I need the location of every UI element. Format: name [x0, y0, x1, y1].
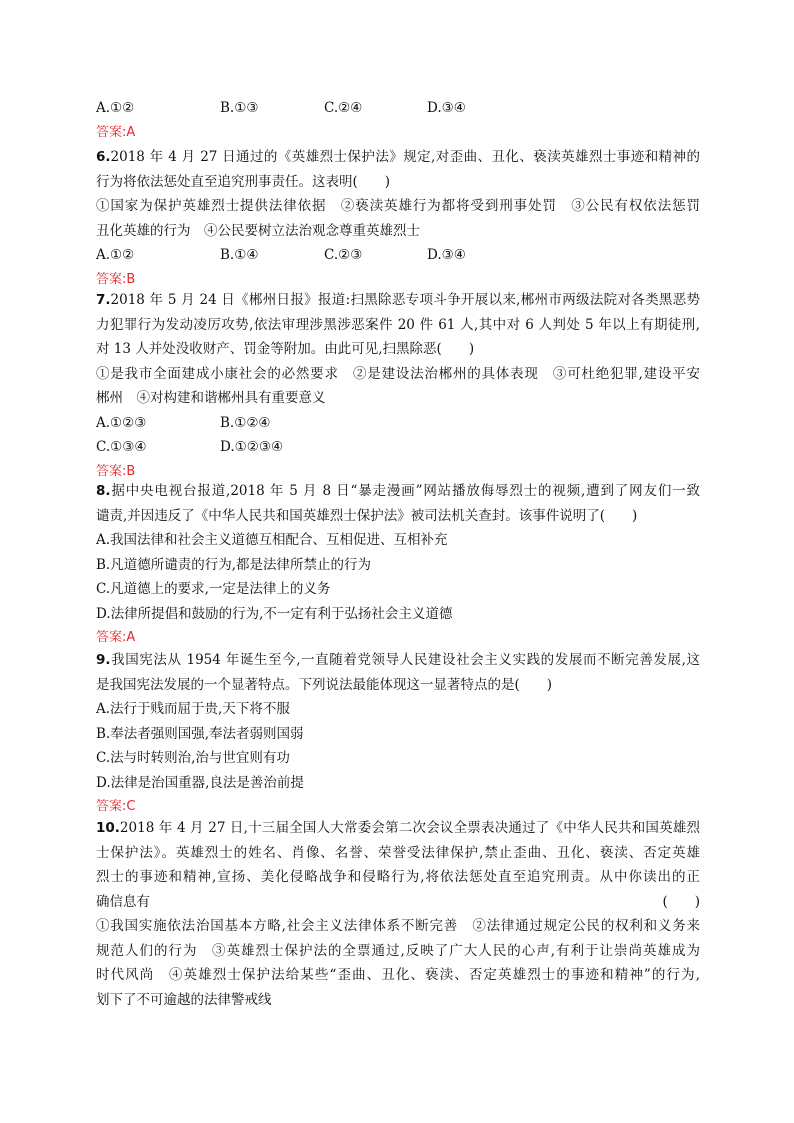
- question-stem-line: 谴责,并因违反了《中华人民共和国英雄烈士保护法》被司法机关查封。该事件说明了( ): [96, 507, 638, 524]
- question-stem-line: 是我国宪法发展的一个显著特点。下列说法最能体现这一显著特点的是( ): [96, 676, 553, 693]
- option-b: B.奉法者强则国强,奉法者弱则国弱: [96, 725, 304, 742]
- option-a: A.①②: [96, 100, 135, 116]
- stem-text: 2018 年 5 月 24 日《郴州日报》报道:扫黑除恶专项斗争开展以来,郴州市两级法院对各类黑恶势: [110, 292, 700, 308]
- question-10: [96, 816, 700, 1012]
- option-d: D.③④: [427, 100, 466, 116]
- question-9: [96, 648, 700, 820]
- statement-line: ①我国实施依法治国基本方略,社会主义法律体系不断完善 ②法律通过规定公民的权利和义务来: [96, 918, 700, 934]
- options-row: [96, 243, 700, 268]
- question-stem-line: 士保护法》。英雄烈士的姓名、肖像、名誉、荣誉受法律保护,禁止歪曲、丑化、亵渎、否定英雄: [96, 844, 700, 861]
- answer-text: 答案:B: [96, 463, 136, 479]
- answer-text: 答案:A: [96, 630, 136, 645]
- options-row: [96, 96, 700, 121]
- question-stem-line: [96, 890, 700, 915]
- stem-text: 2018 年 4 月 27 日通过的《英雄烈士保护法》规定,对歪曲、丑化、亵渎英雄烈士事迹和精神的: [110, 149, 700, 165]
- option-c: C.法与时转则治,治与世宜则有功: [96, 750, 290, 766]
- question-7: [96, 288, 700, 484]
- option-a: A.①②③: [96, 414, 147, 431]
- option-a: A.法行于贱而屈于贵,天下将不服: [96, 701, 290, 717]
- stem-text: 据中央电视台报道,2018 年 5 月 8 日“暴走漫画”网站播放侮辱烈士的视频,遭到了网友们一致: [110, 483, 700, 499]
- stem-text: 我国宪法从 1954 年诞生至今,一直随着党领导人民建设社会主义实践的发展而不断完善发展,这: [110, 652, 700, 668]
- option-d: D.法律是治国重器,良法是善治前提: [96, 774, 304, 791]
- statement-line: 划下了不可逾越的法律警戒线: [96, 991, 272, 1008]
- option-b: B.①④: [220, 247, 259, 263]
- question-stem-line: [96, 479, 700, 504]
- option-c: C.凡道德上的要求,一定是法律上的义务: [96, 581, 331, 597]
- question-number: 10.: [96, 820, 120, 836]
- answer-text: 答案:C: [96, 799, 136, 814]
- options-row: [96, 435, 700, 460]
- option-b: B.凡道德所谴责的行为,都是法律所禁止的行为: [96, 556, 372, 573]
- question-number: 6.: [96, 149, 111, 165]
- statement-line: ①国家为保护英雄烈士提供法律依据 ②亵渎英雄行为都将受到刑事处罚 ③公民有权依法惩罚: [96, 198, 700, 214]
- stem-text: 确信息有: [96, 893, 150, 910]
- top-question-block: [96, 96, 700, 145]
- question-stem-line: [96, 648, 700, 673]
- option-a: A.①②: [96, 247, 135, 263]
- option-c: C.②④: [324, 100, 363, 116]
- statement-line: 郴州 ④对构建和谐郴州具有重要意义: [96, 390, 326, 406]
- question-stem-line: 力犯罪行为发动凌厉攻势,依法审理涉黑涉恶案件 20 件 61 人,其中对 6 人判处 5 年以上有期徒刑,: [96, 316, 700, 333]
- options-row: [96, 411, 700, 436]
- option-d: D.③④: [427, 247, 466, 263]
- question-stem-line: 烈士的事迹和精神,宣扬、美化侵略战争和侵略行为,将依法惩处直至追究刑责。从中你读出的正: [96, 869, 700, 885]
- option-b: B.①②④: [220, 414, 271, 431]
- answer-bracket: ( ): [662, 893, 700, 910]
- option-d: D.法律所提倡和鼓励的行为,不一定有利于弘扬社会主义道德: [96, 605, 453, 622]
- answer-text: 答案:B: [96, 271, 136, 287]
- option-b: B.①③: [220, 100, 259, 116]
- statement-line: 时代风尚 ④英雄烈士保护法给某些“歪曲、丑化、亵渎、否定英雄烈士的事迹和精神”的行为,: [96, 967, 700, 983]
- option-c: C.②③: [324, 247, 363, 263]
- question-6: [96, 145, 700, 292]
- question-number: 8.: [96, 483, 111, 499]
- question-stem-line: 行为将依法惩处直至追究刑事责任。这表明( ): [96, 173, 391, 190]
- statement-line: 规范人们的行为 ③英雄烈士保护法的全票通过,反映了广大人民的心声,有利于让崇尚英雄成为: [96, 942, 700, 959]
- answer-text: 答案:A: [96, 124, 136, 140]
- question-number: 9.: [96, 652, 111, 668]
- question-stem-line: [96, 816, 700, 841]
- option-a: A.我国法律和社会主义道德互相配合、互相促进、互相补充: [96, 532, 448, 548]
- question-stem-line: [96, 288, 700, 313]
- statement-line: 丑化英雄的行为 ④公民要树立法治观念尊重英雄烈士: [96, 222, 420, 239]
- question-number: 7.: [96, 292, 111, 308]
- option-c: C.①③④: [96, 439, 147, 455]
- question-stem-line: [96, 145, 700, 170]
- stem-text: 2018 年 4 月 27 日,十三届全国人大常委会第二次会议全票表决通过了《中华人民共和国英雄烈: [119, 820, 700, 836]
- statement-line: ①是我市全面建成小康社会的必然要求 ②是建设法治郴州的具体表现 ③可杜绝犯罪,建设平安: [96, 365, 700, 382]
- question-stem-line: 对 13 人并处没收财产、罚金等附加。由此可见,扫黑除恶( ): [96, 341, 475, 357]
- option-d: D.①②③④: [220, 439, 284, 455]
- question-8: [96, 479, 700, 651]
